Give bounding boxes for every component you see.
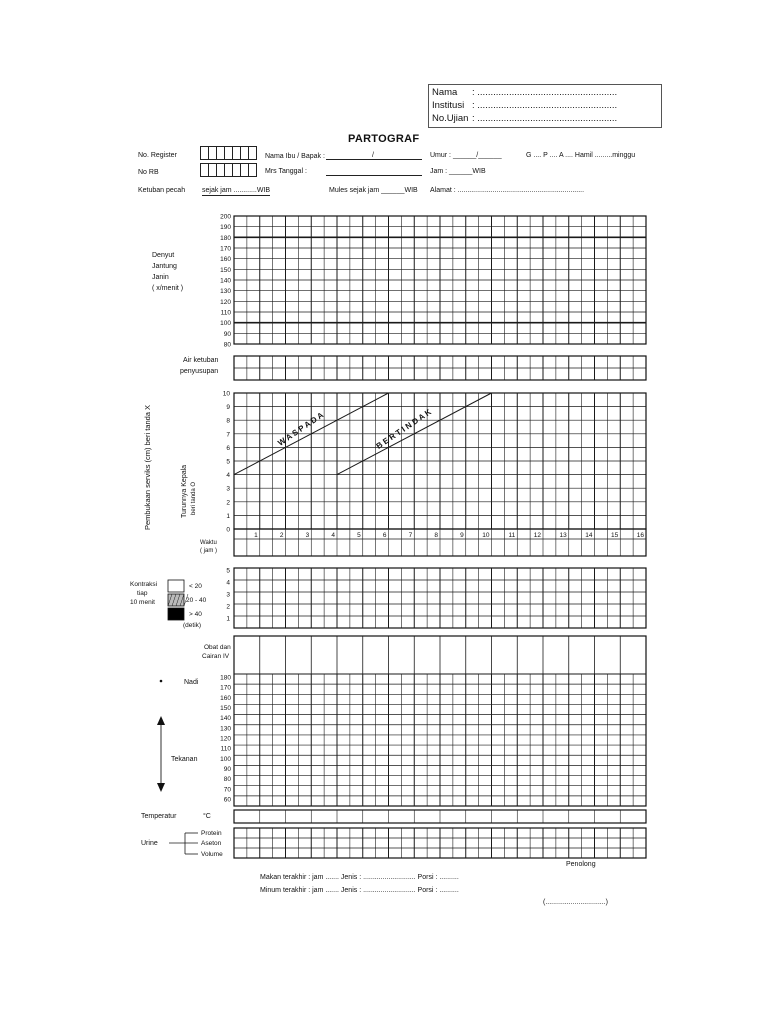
hour-label: 9 [460,532,464,539]
serviks-tick-label: 4 [226,472,230,480]
nadi-tick-label: 180 [220,674,231,682]
hour-label: 16 [636,532,644,539]
serviks-tick-label: 1 [226,512,230,520]
temperatur-label: Temperatur [141,813,177,820]
serviks-tick-label: 9 [226,404,230,412]
urine-volume-label: Volume [201,851,223,858]
djj-label-2: Jantung [152,263,177,270]
nama-ibu-slash: / [372,152,374,159]
nadi-tick-label: 100 [220,755,231,763]
identity-no-ujian: No.Ujian : ..................................................... [432,113,618,124]
alamat-field[interactable]: Alamat : ................................................................. [430,187,585,194]
nadi-tick-label: 70 [223,786,231,794]
serviks-tick-label: 8 [226,417,230,425]
page-title: PARTOGRAF [348,133,420,145]
nadi-tick-label: 80 [223,776,231,784]
obat-label-2: Cairan IV [202,653,230,660]
djj-tick-label: 200 [220,213,231,221]
urine-protein-label: Protein [201,830,222,837]
kontraksi-tick-label: 1 [226,615,230,623]
bertindak-label: B E R T I N D A K [374,407,433,451]
signature-field[interactable]: (...............................) [543,899,608,906]
kontraksi-tick-label: 2 [226,603,230,611]
penolong-label: Penolong [566,861,596,868]
djj-tick-label: 150 [220,266,231,274]
tekanan-arrow-down-icon [157,783,165,792]
urine-aseton-label: Aseton [201,840,222,847]
legend-box-empty [168,580,184,592]
minum-terakhir[interactable]: Minum terakhir : jam ....... Jenis : ........................... Porsi : .......... [260,887,459,894]
waktu-label: Waktu [200,540,217,546]
kontraksi-tick-label: 5 [226,567,230,575]
penyusupan-label: penyusupan [180,368,219,375]
serviks-tick-label: 5 [226,458,230,466]
hour-label: 8 [434,532,438,539]
hour-label: 13 [559,532,567,539]
nadi-tick-label: 60 [223,796,231,804]
ketuban-pecah-label: Ketuban pecah [138,187,186,194]
hour-label: 2 [279,532,284,539]
urine-label: Urine [141,840,158,847]
jam-field[interactable]: Jam : ______WIB [430,168,486,175]
nadi-tick-label: 150 [220,705,231,713]
serviks-tick-label: 6 [226,444,230,452]
hour-label: 1 [254,532,258,539]
hour-label: 3 [305,532,310,539]
nadi-tick-label: 140 [220,715,231,723]
hour-label: 15 [611,532,619,539]
djj-tick-label: 90 [223,330,231,338]
nadi-tick-label: 120 [220,735,231,743]
sejak-jam-field[interactable]: sejak jam ............WIB [202,187,271,194]
kontraksi-tick-label: 3 [226,591,230,599]
legend-hatch-line [184,594,188,606]
temperatur-unit: °C [203,813,211,820]
turunnya-label: Turunnya Kepala [181,464,188,518]
air-ketuban-label: Air ketuban [183,357,219,364]
hour-label: 11 [508,532,516,539]
mules-field[interactable]: Mules sejak jam ______WIB [329,187,418,194]
gpa-field[interactable]: G .... P .... A .... Hamil .........minggu [526,152,636,159]
tekanan-label: Tekanan [171,756,198,763]
mrs-tanggal-label: Mrs Tanggal : [265,168,307,175]
umur-field[interactable]: Umur : ______/______ [430,152,502,159]
nadi-tick-label: 110 [220,745,231,753]
djj-tick-label: 130 [220,288,231,296]
hour-label: 12 [533,532,541,539]
waspada-label: W A S P A D A [276,410,326,448]
djj-tick-label: 180 [220,234,231,242]
legend-lt20: < 20 [189,583,202,590]
pembukaan-label: Pembukaan serviks (cm) beri tanda X [143,404,152,530]
kontraksi-label-2: tiap [137,590,148,597]
nadi-tick-label: 90 [223,765,231,773]
djj-tick-label: 190 [220,224,231,232]
hour-label: 10 [482,532,490,539]
legend-detik: (detik) [183,622,202,629]
hour-label: 6 [382,532,387,539]
hour-label: 14 [585,532,593,539]
djj-label-4: ( x/menit ) [152,285,184,292]
legend-box-filled [168,608,184,620]
tekanan-arrow-up-icon [157,716,165,725]
hour-label: 4 [331,532,335,539]
kontraksi-label-3: 10 menit [130,599,155,606]
kontraksi-label-1: Kontraksi [130,581,158,588]
no-rb-label: No RB [138,169,159,176]
serviks-tick-label: 3 [226,485,230,493]
nadi-label: Nadi [184,679,199,686]
makan-terakhir[interactable]: Makan terakhir : jam ....... Jenis : ........................... Porsi : .......... [260,874,459,881]
djj-tick-label: 160 [220,256,231,264]
djj-tick-label: 110 [220,309,231,317]
obat-label-1: Obat dan [204,644,231,651]
identity-nama: Nama : ..................................................... [432,87,618,98]
legend-20-40: 20 - 40 [186,597,207,604]
serviks-tick-label: 7 [226,431,230,439]
djj-tick-label: 140 [220,277,231,285]
legend-box-hatched [168,594,184,606]
djj-tick-label: 100 [220,320,231,328]
nadi-tick-label: 130 [220,725,231,733]
djj-tick-label: 170 [220,245,231,253]
nadi-tick-label: 170 [220,684,231,692]
nadi-dot-icon [160,680,163,683]
hour-label: 7 [408,532,413,539]
nama-ibu-label: Nama Ibu / Bapak : [265,153,325,160]
waktu-unit: ( jam ) [200,548,217,554]
djj-tick-label: 80 [223,341,231,349]
hour-label: 5 [357,532,361,539]
no-register-label: No. Register [138,152,177,159]
legend-gt40: > 40 [189,611,202,618]
djj-tick-label: 120 [220,298,231,306]
serviks-tick-label: 0 [226,526,230,534]
kontraksi-tick-label: 4 [226,579,230,587]
serviks-tick-label: 2 [226,499,230,507]
nadi-tick-label: 160 [220,694,231,702]
djj-label-1: Denyut [152,252,175,259]
identity-institusi: Institusi : ..................................................... [432,100,618,111]
djj-label-3: Janin [152,274,169,281]
serviks-tick-label: 10 [222,390,230,398]
turunnya-sub-label: beri tanda O [191,481,197,515]
